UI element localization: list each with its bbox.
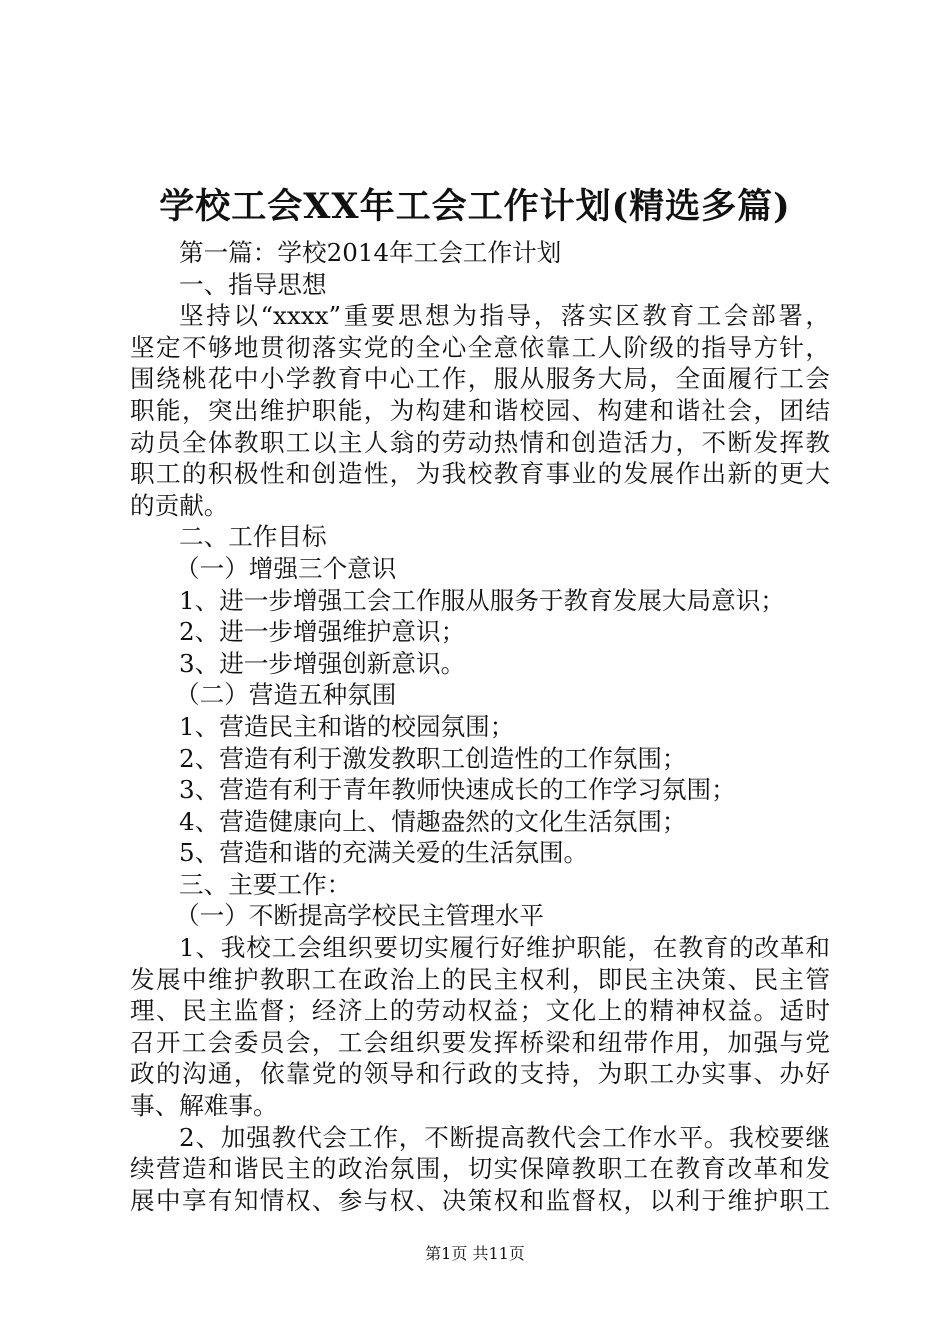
list-item: 4、营造健康向上、情趣盎然的文化生活氛围； — [179, 806, 687, 836]
document-body — [130, 237, 830, 1216]
paragraph-line: 1、我校工会组织要切实履行好维护职能，在教育的改革和 — [179, 933, 830, 963]
paragraph-line: 围绕桃花中小学教育中心工作，服从服务大局，全面履行工会 — [130, 364, 830, 394]
section-heading: 第一篇：学校2014年工会工作计划 — [179, 238, 562, 267]
subsection-heading: （二）营造五种氛围 — [175, 680, 397, 710]
paragraph-line: 理、民主监督；经济上的劳动权益；文化上的精神权益。适时 — [130, 996, 830, 1026]
paragraph-line: 政的沟通，依靠党的领导和行政的支持，为职工办实事、办好 — [130, 1059, 830, 1089]
paragraph-line: 坚持以“xxxx”重要思想为指导，落实区教育工会部署， — [179, 301, 830, 331]
list-item: 1、进一步增强工会工作服从服务于教育发展大局意识； — [179, 585, 785, 615]
paragraph-line: 召开工会委员会，工会组织要发挥桥梁和纽带作用，加强与党 — [130, 1027, 830, 1057]
section-heading: 三、主要工作： — [179, 869, 352, 899]
paragraph-line: 发展中维护教职工在政治上的民主权利，即民主决策、民主管 — [130, 964, 830, 994]
list-item: 3、营造有利于青年教师快速成长的工作学习氛围； — [179, 775, 736, 805]
paragraph-line: 的贡献。 — [130, 490, 229, 520]
paragraph-line: 坚定不够地贯彻落实党的全心全意依靠工人阶级的指导方针， — [130, 332, 830, 362]
section-heading: 二、工作目标 — [179, 522, 327, 552]
list-item: 2、进一步增强维护意识； — [179, 617, 466, 647]
list-item: 2、营造有利于激发教职工创造性的工作氛围； — [179, 743, 687, 773]
list-item: 3、进一步增强创新意识。 — [179, 648, 466, 678]
paragraph-line: 事、解难事。 — [130, 1091, 278, 1121]
paragraph-line: 续营造和谐民主的政治氛围，切实保障教职工在教育改革和发 — [130, 1154, 830, 1184]
paragraph-line: 职工的积极性和创造性，为我校教育事业的发展作出新的更大 — [130, 459, 830, 489]
list-item: 5、营造和谐的充满关爱的生活氛围。 — [179, 838, 589, 868]
list-item: 1、营造民主和谐的校园氛围； — [179, 711, 515, 741]
paragraph-line: 2、加强教代会工作，不断提高教代会工作水平。我校要继 — [179, 1122, 830, 1152]
paragraph-line: 职能，突出维护职能，为构建和谐校园、构建和谐社会，团结 — [130, 395, 830, 425]
section-heading: 一、指导思想 — [179, 269, 327, 299]
page-footer: 第1页 共11页 — [425, 1244, 525, 1263]
document-title: 学校工会XX年工会工作计划(精选多篇) — [159, 186, 791, 227]
paragraph-line: 展中享有知情权、参与权、决策权和监督权，以利于维护职工 — [130, 1185, 830, 1215]
subsection-heading: （一）不断提高学校民主管理水平 — [175, 901, 544, 931]
paragraph-line: 动员全体教职工以主人翁的劳动热情和创造活力，不断发挥教 — [130, 427, 830, 457]
subsection-heading: （一）增强三个意识 — [175, 553, 397, 583]
